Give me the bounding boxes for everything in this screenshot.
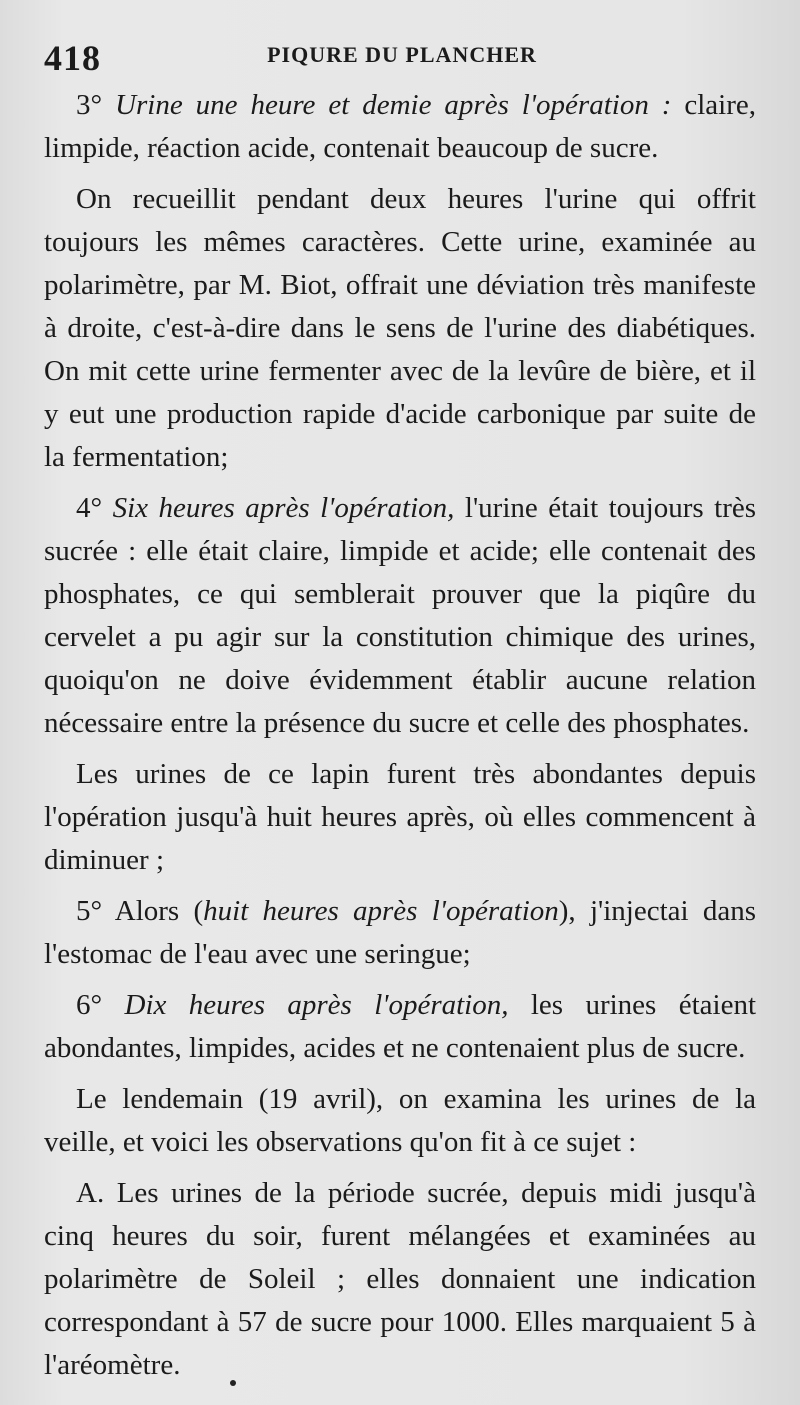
page-number: 418	[44, 38, 101, 78]
paragraph-abundant-urine	[44, 753, 756, 882]
paragraph-a-sugar-period	[44, 1172, 756, 1387]
paragraph-3-urine	[44, 84, 756, 170]
paragraph-lead: 5° Alors (	[76, 895, 204, 927]
paragraph-italic: Six heures après l'opération,	[112, 492, 455, 524]
body-text	[44, 84, 756, 1395]
paragraph-lead: 3°	[76, 89, 103, 121]
paragraph-polarimeter	[44, 178, 756, 479]
paragraph-italic: Dix heures après l'opération,	[124, 989, 509, 1021]
paragraph-text: claire, limpide, réaction acide, contenait beaucoup de sucre.	[44, 89, 757, 164]
paragraph-5-injection	[44, 890, 756, 976]
paragraph-italic: Urine une heure et demie après l'opération :	[115, 89, 672, 121]
paragraph-next-day	[44, 1078, 756, 1164]
paragraph-4-six-hours	[44, 487, 756, 745]
print-speck	[230, 1380, 236, 1386]
paragraph-6-ten-hours	[44, 984, 756, 1070]
page-footer-marks	[0, 1372, 800, 1392]
paragraph-text: l'urine était toujours très sucrée : elle était claire, limpide et acide; elle contenait des phosphates, ce qui semblerait prouver que la piqûre du cervelet a pu agir sur la constitution chimique des urines, quoiqu'on ne doive évidemment établir aucune relation nécessaire entre la présence du sucre et celle des phosphates.	[44, 492, 757, 739]
paragraph-lead: 4°	[76, 492, 103, 524]
paragraph-lead: 6°	[76, 989, 103, 1021]
page-header	[44, 36, 760, 80]
paragraph-text: On recueillit pendant deux heures l'urine qui offrit toujours les mêmes caractères. Cette urine, examinée au polarimètre, par M. Biot, offrait une déviation très manifeste à droite, c'est-à-dire dans le sens de l'urine des diabétiques. On mit cette urine fermenter avec de la levûre de bière, et il y eut une production rapide d'acide carbonique par suite de la fermentation;	[44, 183, 756, 473]
paragraph-text: les urines étaient abondantes, limpides, acides et ne contenaient plus de sucre.	[44, 989, 757, 1064]
paragraph-text: ), j'injectai dans l'estomac de l'eau avec une seringue;	[44, 895, 756, 970]
paragraph-italic: huit heures après l'opération	[203, 895, 559, 927]
paragraph-text: Le lendemain (19 avril), on examina les urines de la veille, et voici les observations qu'on fit à ce sujet :	[44, 1083, 756, 1158]
paragraph-text: A. Les urines de la période sucrée, depuis midi jusqu'à cinq heures du soir, furent mélangées et examinées au polarimètre de Soleil ; elles donnaient une indication correspondant à 57 de sucre pour 1000. Elles marquaient 5 à l'aréomètre.	[44, 1177, 756, 1381]
paragraph-text: Les urines de ce lapin furent très abondantes depuis l'opération jusqu'à huit heures après, où elles commencent à diminuer ;	[44, 758, 756, 876]
running-head: PIQURE DU PLANCHER	[267, 42, 537, 67]
